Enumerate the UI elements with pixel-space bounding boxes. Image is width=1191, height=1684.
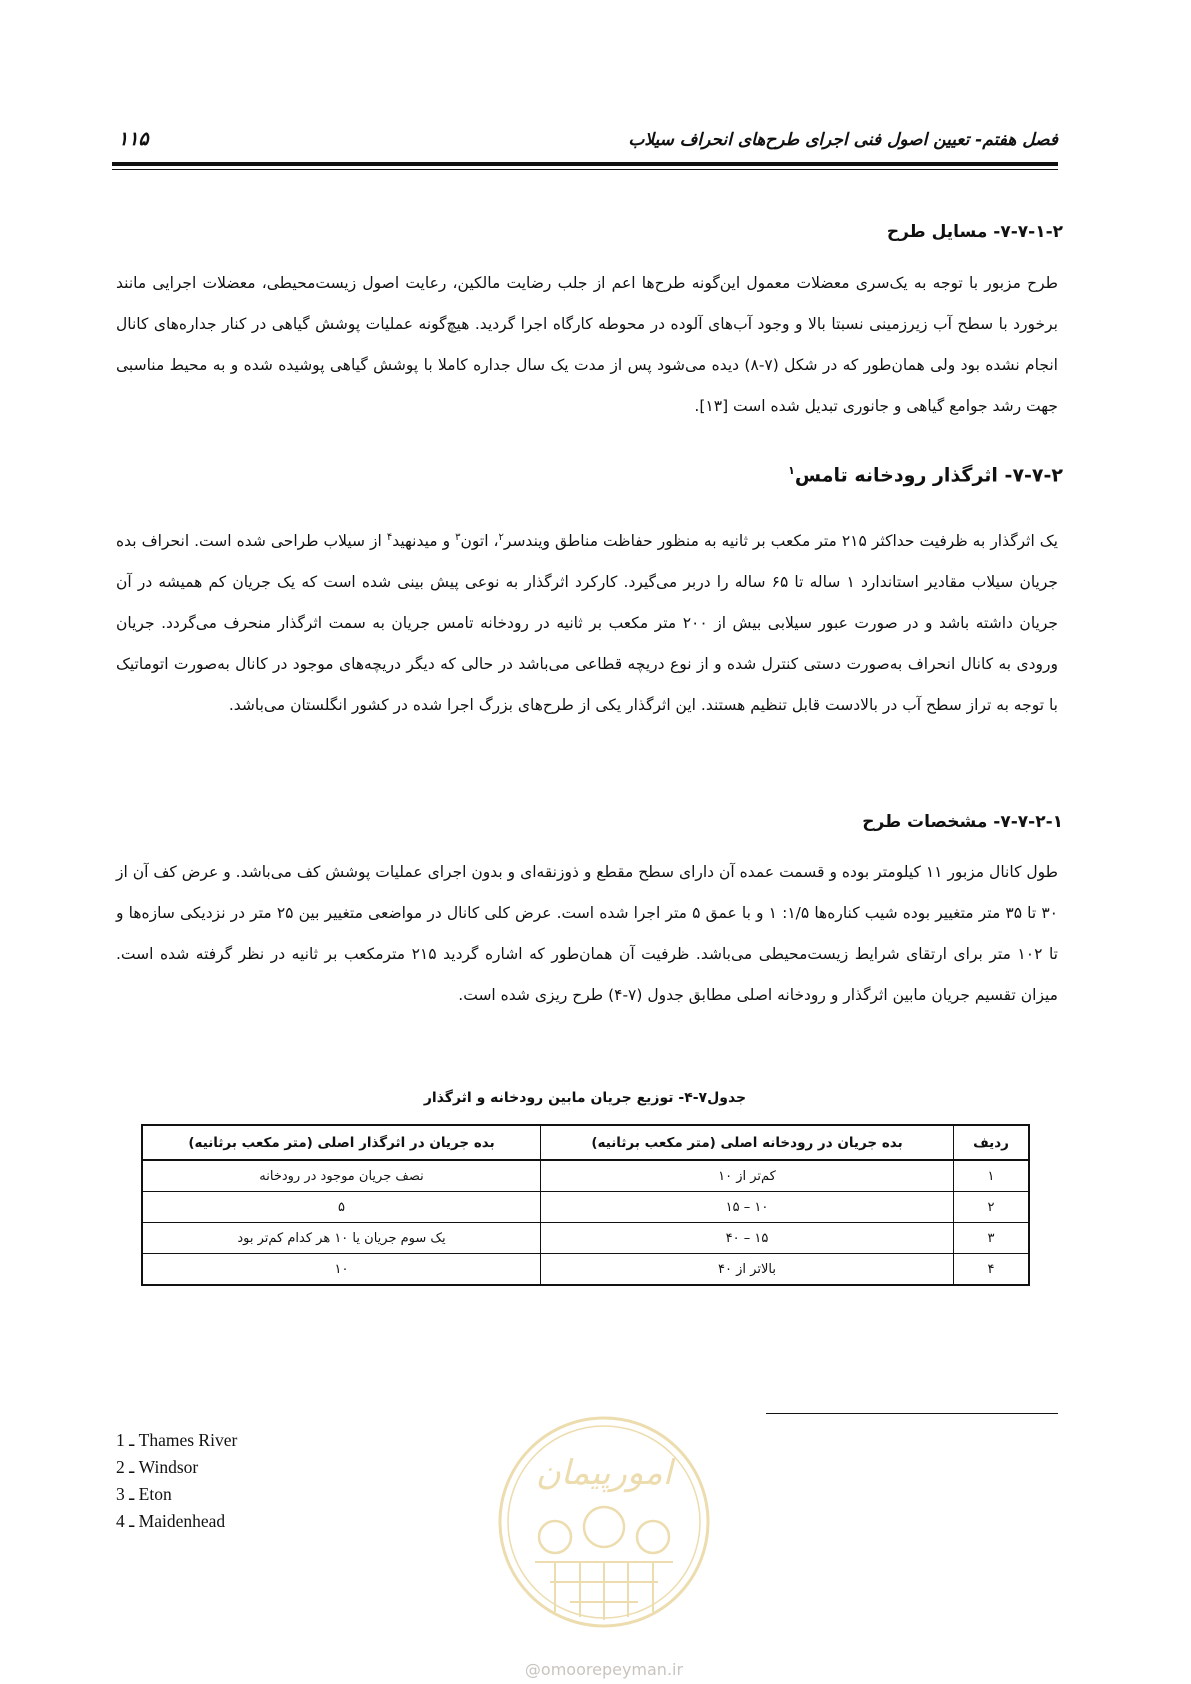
footnote-item: 2 ـ Windsor <box>116 1457 199 1477</box>
footnote-item: 3 ـ Eton <box>116 1484 172 1504</box>
table-caption: جدول۷-۴- توزیع جریان مابین رودخانه و اثرگذار <box>423 1090 747 1106</box>
section-heading-thames <box>788 464 1063 486</box>
footnote-item: 1 ـ Thames River <box>116 1430 238 1450</box>
footnote-separator <box>766 1413 1058 1414</box>
table-cell: ۲ <box>954 1192 1030 1223</box>
table-header-cell: ردیف <box>954 1125 1030 1160</box>
table-cell: ۱۰ – ۱۵ <box>541 1192 954 1223</box>
table-row <box>142 1223 1029 1254</box>
section-heading-specs: ۷-۷-۲-۱- مشخصات طرح <box>862 812 1063 832</box>
table-cell: ۱۰ <box>142 1254 541 1286</box>
header-rule-thick <box>112 162 1058 166</box>
table-cell: ۳ <box>954 1223 1030 1254</box>
table-cell: کم‌تر از ۱۰ <box>541 1160 954 1192</box>
table-cell: ۱ <box>954 1160 1030 1192</box>
footnote-ref-2: ۲ <box>498 532 504 543</box>
footnotes <box>116 1427 237 1535</box>
heading-text: ۷-۷-۲- اثرگذار رودخانه تامس <box>794 464 1063 487</box>
paragraph-thames <box>116 517 1058 726</box>
page-number: ۱۱۵ <box>118 128 149 150</box>
table-cell: ۵ <box>142 1192 541 1223</box>
section-heading-design-issues: ۷-۷-۱-۲- مسایل طرح <box>886 222 1063 242</box>
watermark-url: @omoorepeyman.ir <box>524 1660 684 1679</box>
paragraph-text: ، اتون <box>460 532 499 551</box>
table-cell: بالاتر از ۴۰ <box>541 1254 954 1286</box>
table-header-cell: بده جریان در رودخانه اصلی (متر مکعب برثانیه) <box>541 1125 954 1160</box>
footnote-ref-4: ۴ <box>386 532 393 543</box>
table-cell: نصف جریان موجود در رودخانه <box>142 1160 541 1192</box>
table-cell: ۴ <box>954 1254 1030 1286</box>
footnote-item: 4 ـ Maidenhead <box>116 1511 226 1531</box>
header-rule-thin <box>112 169 1058 170</box>
watermark-logo-text: امورپیمان <box>535 1453 673 1493</box>
footnote-ref-1: ۱ <box>788 464 795 477</box>
table-cell: یک سوم جریان یا ۱۰ هر کدام کم‌تر بود <box>142 1223 541 1254</box>
table-header-cell: بده جریان در اثرگذار اصلی (متر مکعب برثانیه) <box>142 1125 541 1160</box>
table-row <box>142 1254 1029 1286</box>
table-row <box>142 1192 1029 1223</box>
watermark-logo <box>495 1412 713 1662</box>
paragraph-specs: طول کانال مزبور ۱۱ کیلومتر بوده و قسمت عمده آن دارای سطح مقطع و ذوزنقه‌ای و بدون اجرای عملیات پوشش کف می‌باشد. و عرض کف آن از ۳۰ تا ۳۵ متر متغییر بوده شیب کناره‌ها ۱/۵: ۱ و با عمق ۵ متر اجرا شده است. عرض کلی کانال در مواضعی متغییر بین ۲۵ متر در نزدیکی سازه‌ها و تا ۱۰۲ متر برای ارتقای شرایط زیست‌محیطی می‌باشد. ظرفیت آن همان‌طور که اشاره گردید ۲۱۵ مترمکعب بر ثانیه در نظر گرفته شده است. میزان تقسیم جریان مابین اثرگذار و رودخانه اصلی مطابق جدول (۷-۴) طرح ریزی شده است. <box>116 863 1059 1004</box>
chapter-title: فصل هفتم- تعیین اصول فنی اجرای طرح‌های انحراف سیلاب <box>628 130 1058 150</box>
footnote-ref-3: ۳ <box>455 532 461 543</box>
table-row <box>142 1160 1029 1192</box>
paragraph-design-issues: طرح مزبور با توجه به یک‌سری معضلات معمول این‌گونه طرح‌ها اعم از جلب رضایت مالکین، رعایت اصول زیست‌محیطی، معضلات اجرایی مانند برخورد با سطح آب زیرزمینی نسبتا بالا و وجود آب‌های آلوده در محوطه کارگاه اجرا گردید. هیچ‌گونه عملیات پوشش گیاهی در کنار جداره‌های کانال انجام نشده بود ولی همان‌طور که در شکل (۷-۸) دیده می‌شود پس از مدت یک سال جداره کاملا با پوشش گیاهی پوشیده شده و به محیط مناسبی جهت رشد جوامع گیاهی و جانوری تبدیل شده است [۱۳]. <box>116 274 1058 415</box>
paragraph-text: یک اثرگذار به ظرفیت حداکثر ۲۱۵ متر مکعب بر ثانیه به منظور حفاظت مناطق ویندسر <box>503 532 1058 551</box>
paragraph-text: و میدنهید <box>392 532 456 551</box>
flow-distribution-table <box>141 1124 1030 1286</box>
table-cell: ۱۵ – ۴۰ <box>541 1223 954 1254</box>
paragraph-text: از سیلاب طراحی شده است. انحراف بده جریان سیلاب مقادیر استاندارد ۱ ساله تا ۶۵ ساله را دربر می‌گیرد. کارکرد اثرگذار به نوعی پیش بینی شده است که یک جریان کم همیشه در آن جریان داشته باشد و در صورت عبور سیلابی بیش از ۲۰۰ متر مکعب بر ثانیه در رودخانه تامس جریان به سمت اثرگذار منحرف می‌گردد. جریان ورودی به کانال انحراف به‌صورت دستی کنترل شده و از نوع دریچه قطاعی می‌باشد در حالی که دیگر دریچه‌های موجود در کانال به‌صورت اتوماتیک با توجه به تراز سطح آب در بالادست قابل تنظیم هستند. این اثرگذار یکی از طرح‌های بزرگ اجرا شده در کشور انگلستان می‌باشد. <box>116 532 1059 715</box>
table-header-row <box>142 1125 1029 1160</box>
